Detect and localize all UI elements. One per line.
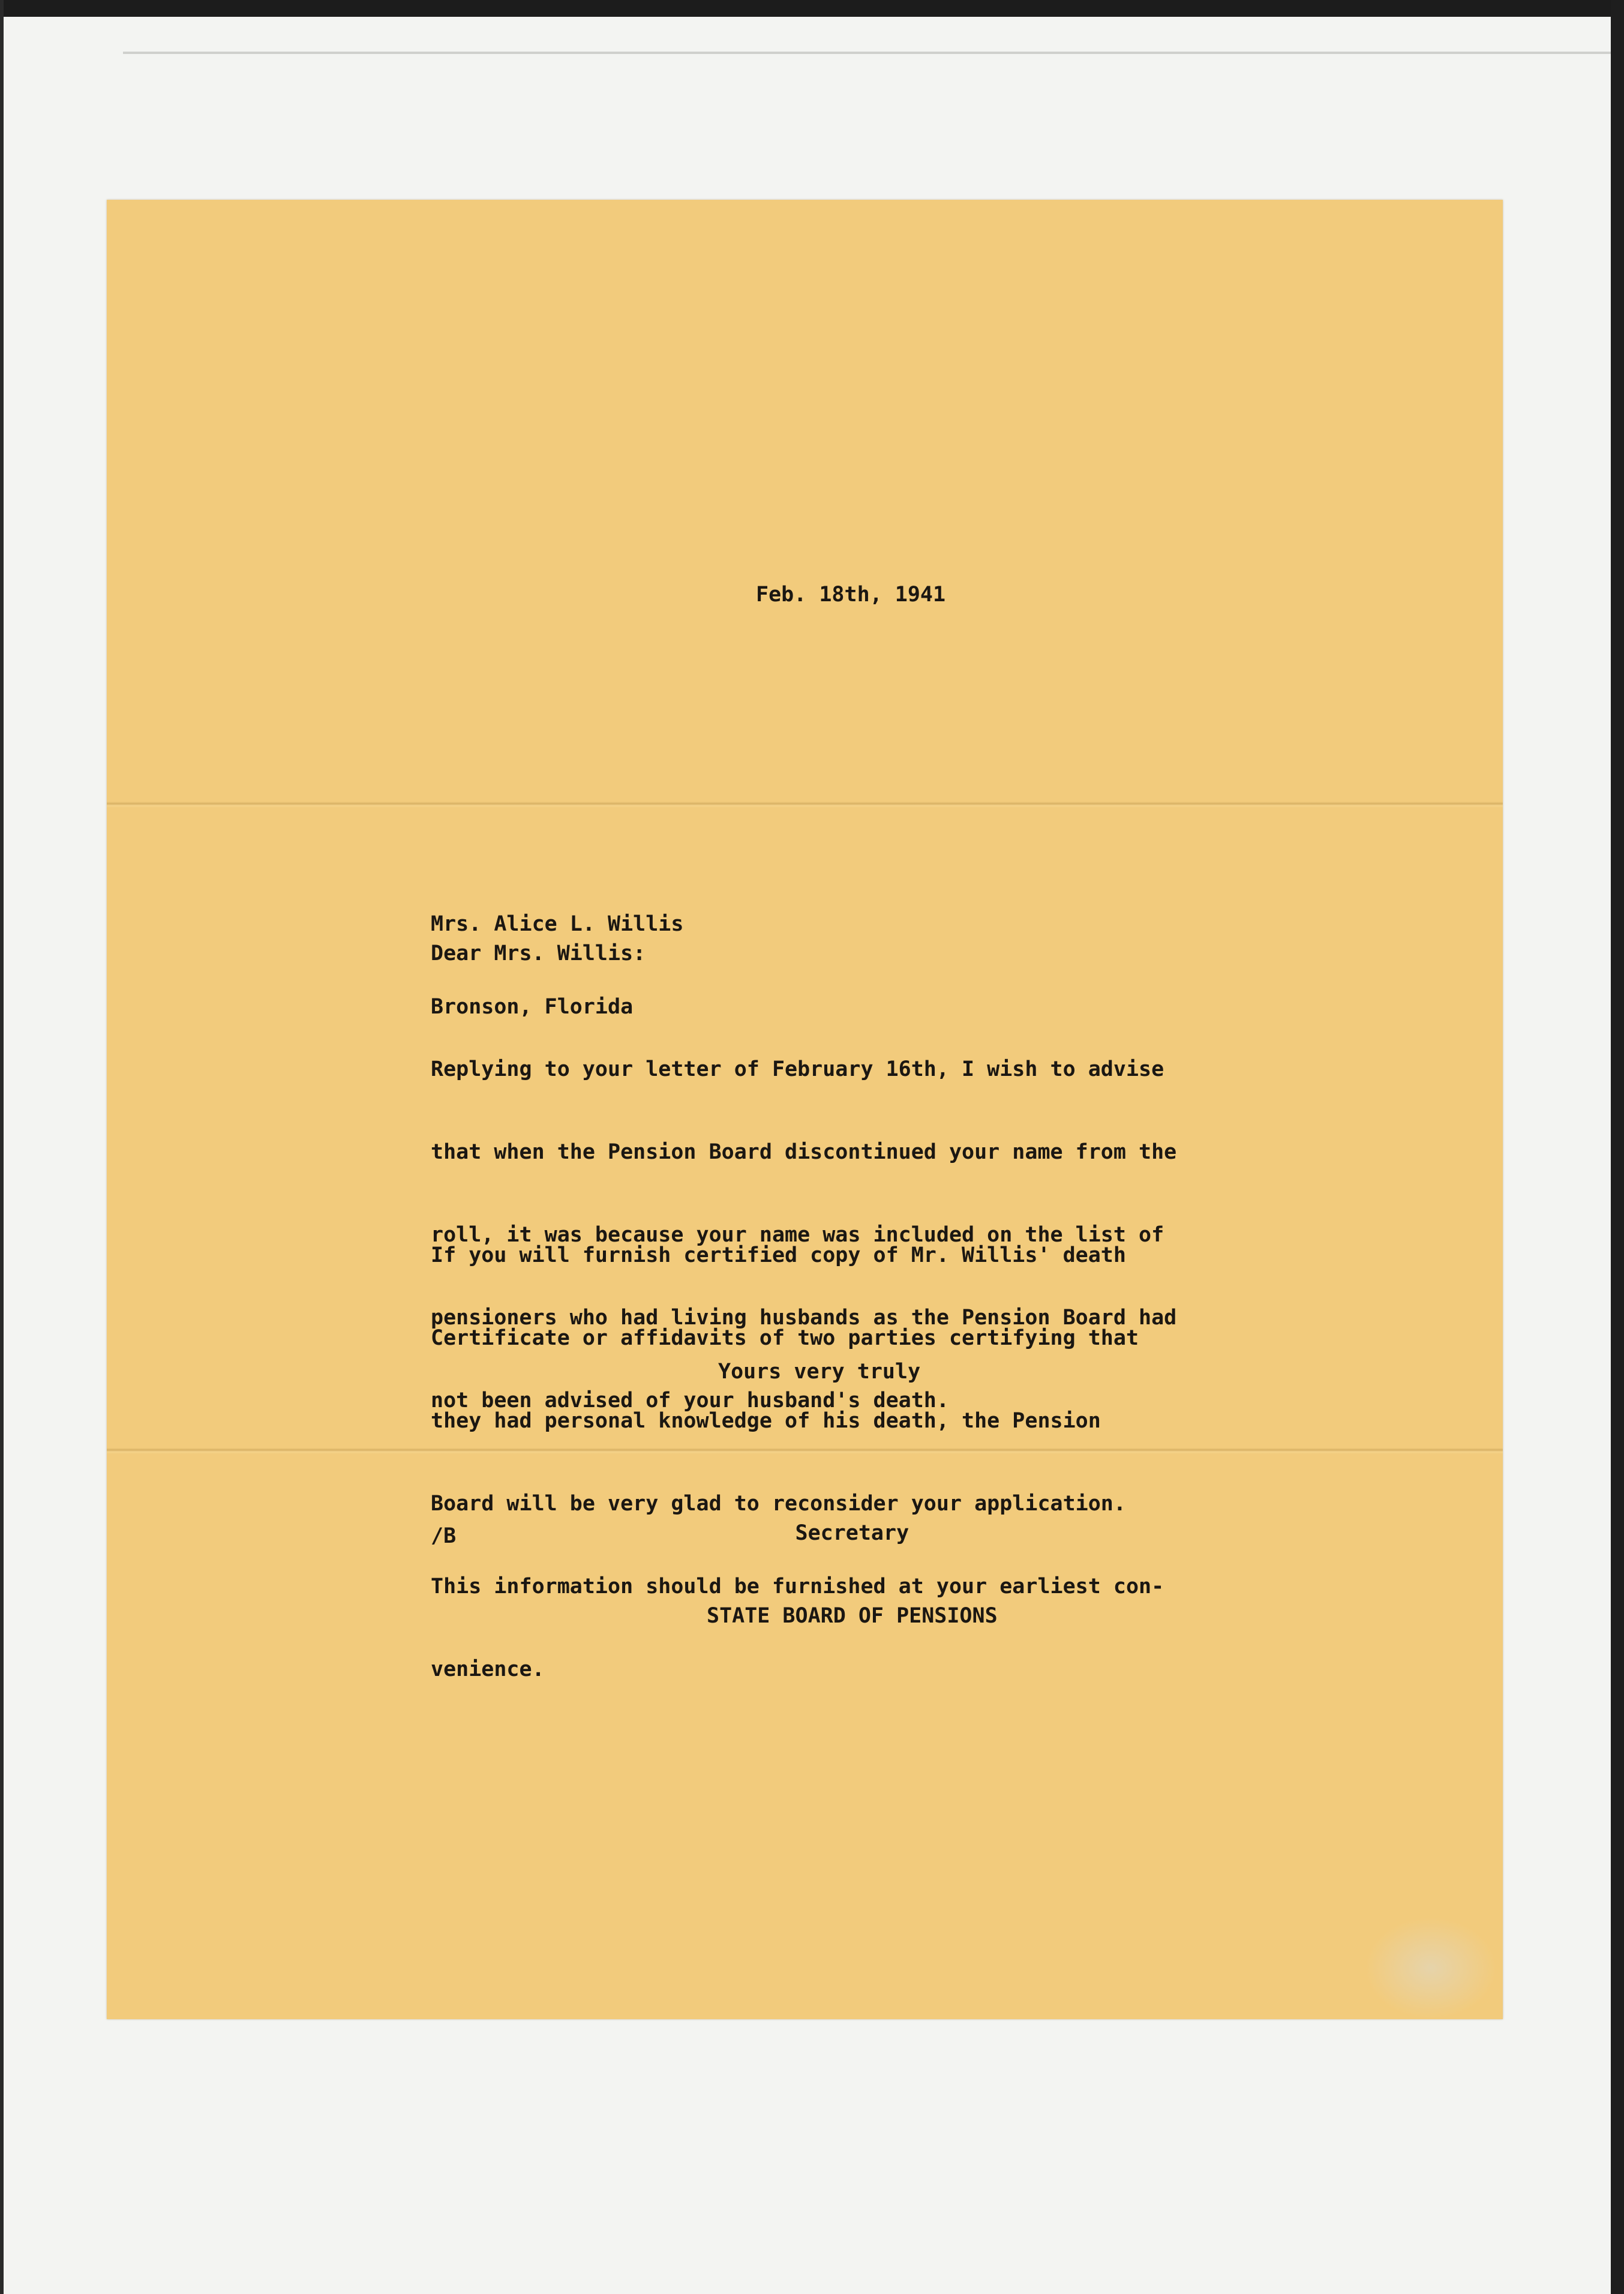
salutation: Dear Mrs. Willis: xyxy=(431,941,646,965)
closing: Yours very truly xyxy=(718,1360,921,1384)
body-line: venience. xyxy=(431,1657,545,1681)
body-line: Board will be very glad to reconsider your application. xyxy=(431,1492,1126,1516)
paper-fold-upper xyxy=(107,802,1503,808)
signature-title: Secretary xyxy=(795,1521,909,1545)
body-line: that when the Pension Board discontinued your name from the xyxy=(431,1140,1177,1164)
typist-initials: /B xyxy=(431,1524,457,1548)
scanner-bed-edge xyxy=(123,52,1611,54)
signature-block xyxy=(707,1464,998,1657)
recipient-city: Bronson, Florida xyxy=(431,995,634,1019)
body-line: roll, it was because your name was included on the list of xyxy=(431,1223,1164,1247)
body-line: Replying to your letter of February 16th, I wish to advise xyxy=(431,1057,1164,1081)
scan-border-left xyxy=(0,0,4,2294)
signature-organization: STATE BOARD OF PENSIONS xyxy=(707,1604,998,1628)
body-line: If you will furnish certified copy of Mr. Willis' death xyxy=(431,1243,1126,1267)
body-line: not been advised of your husband's death. xyxy=(431,1389,949,1413)
paper-stain xyxy=(1365,1917,1497,2019)
recipient-name: Mrs. Alice L. Willis xyxy=(431,912,684,936)
scan-border-right xyxy=(1611,0,1624,2294)
body-line: they had personal knowledge of his death, the Pension xyxy=(431,1409,1101,1433)
body-line: pensioners who had living husbands as the Pension Board had xyxy=(431,1306,1177,1330)
scan-border-top xyxy=(0,0,1624,17)
letter-date: Feb. 18th, 1941 xyxy=(756,583,946,607)
body-line: Certificate or affidavits of two parties certifying that xyxy=(431,1326,1139,1350)
body-line: This information should be furnished at your earliest con- xyxy=(431,1575,1164,1599)
